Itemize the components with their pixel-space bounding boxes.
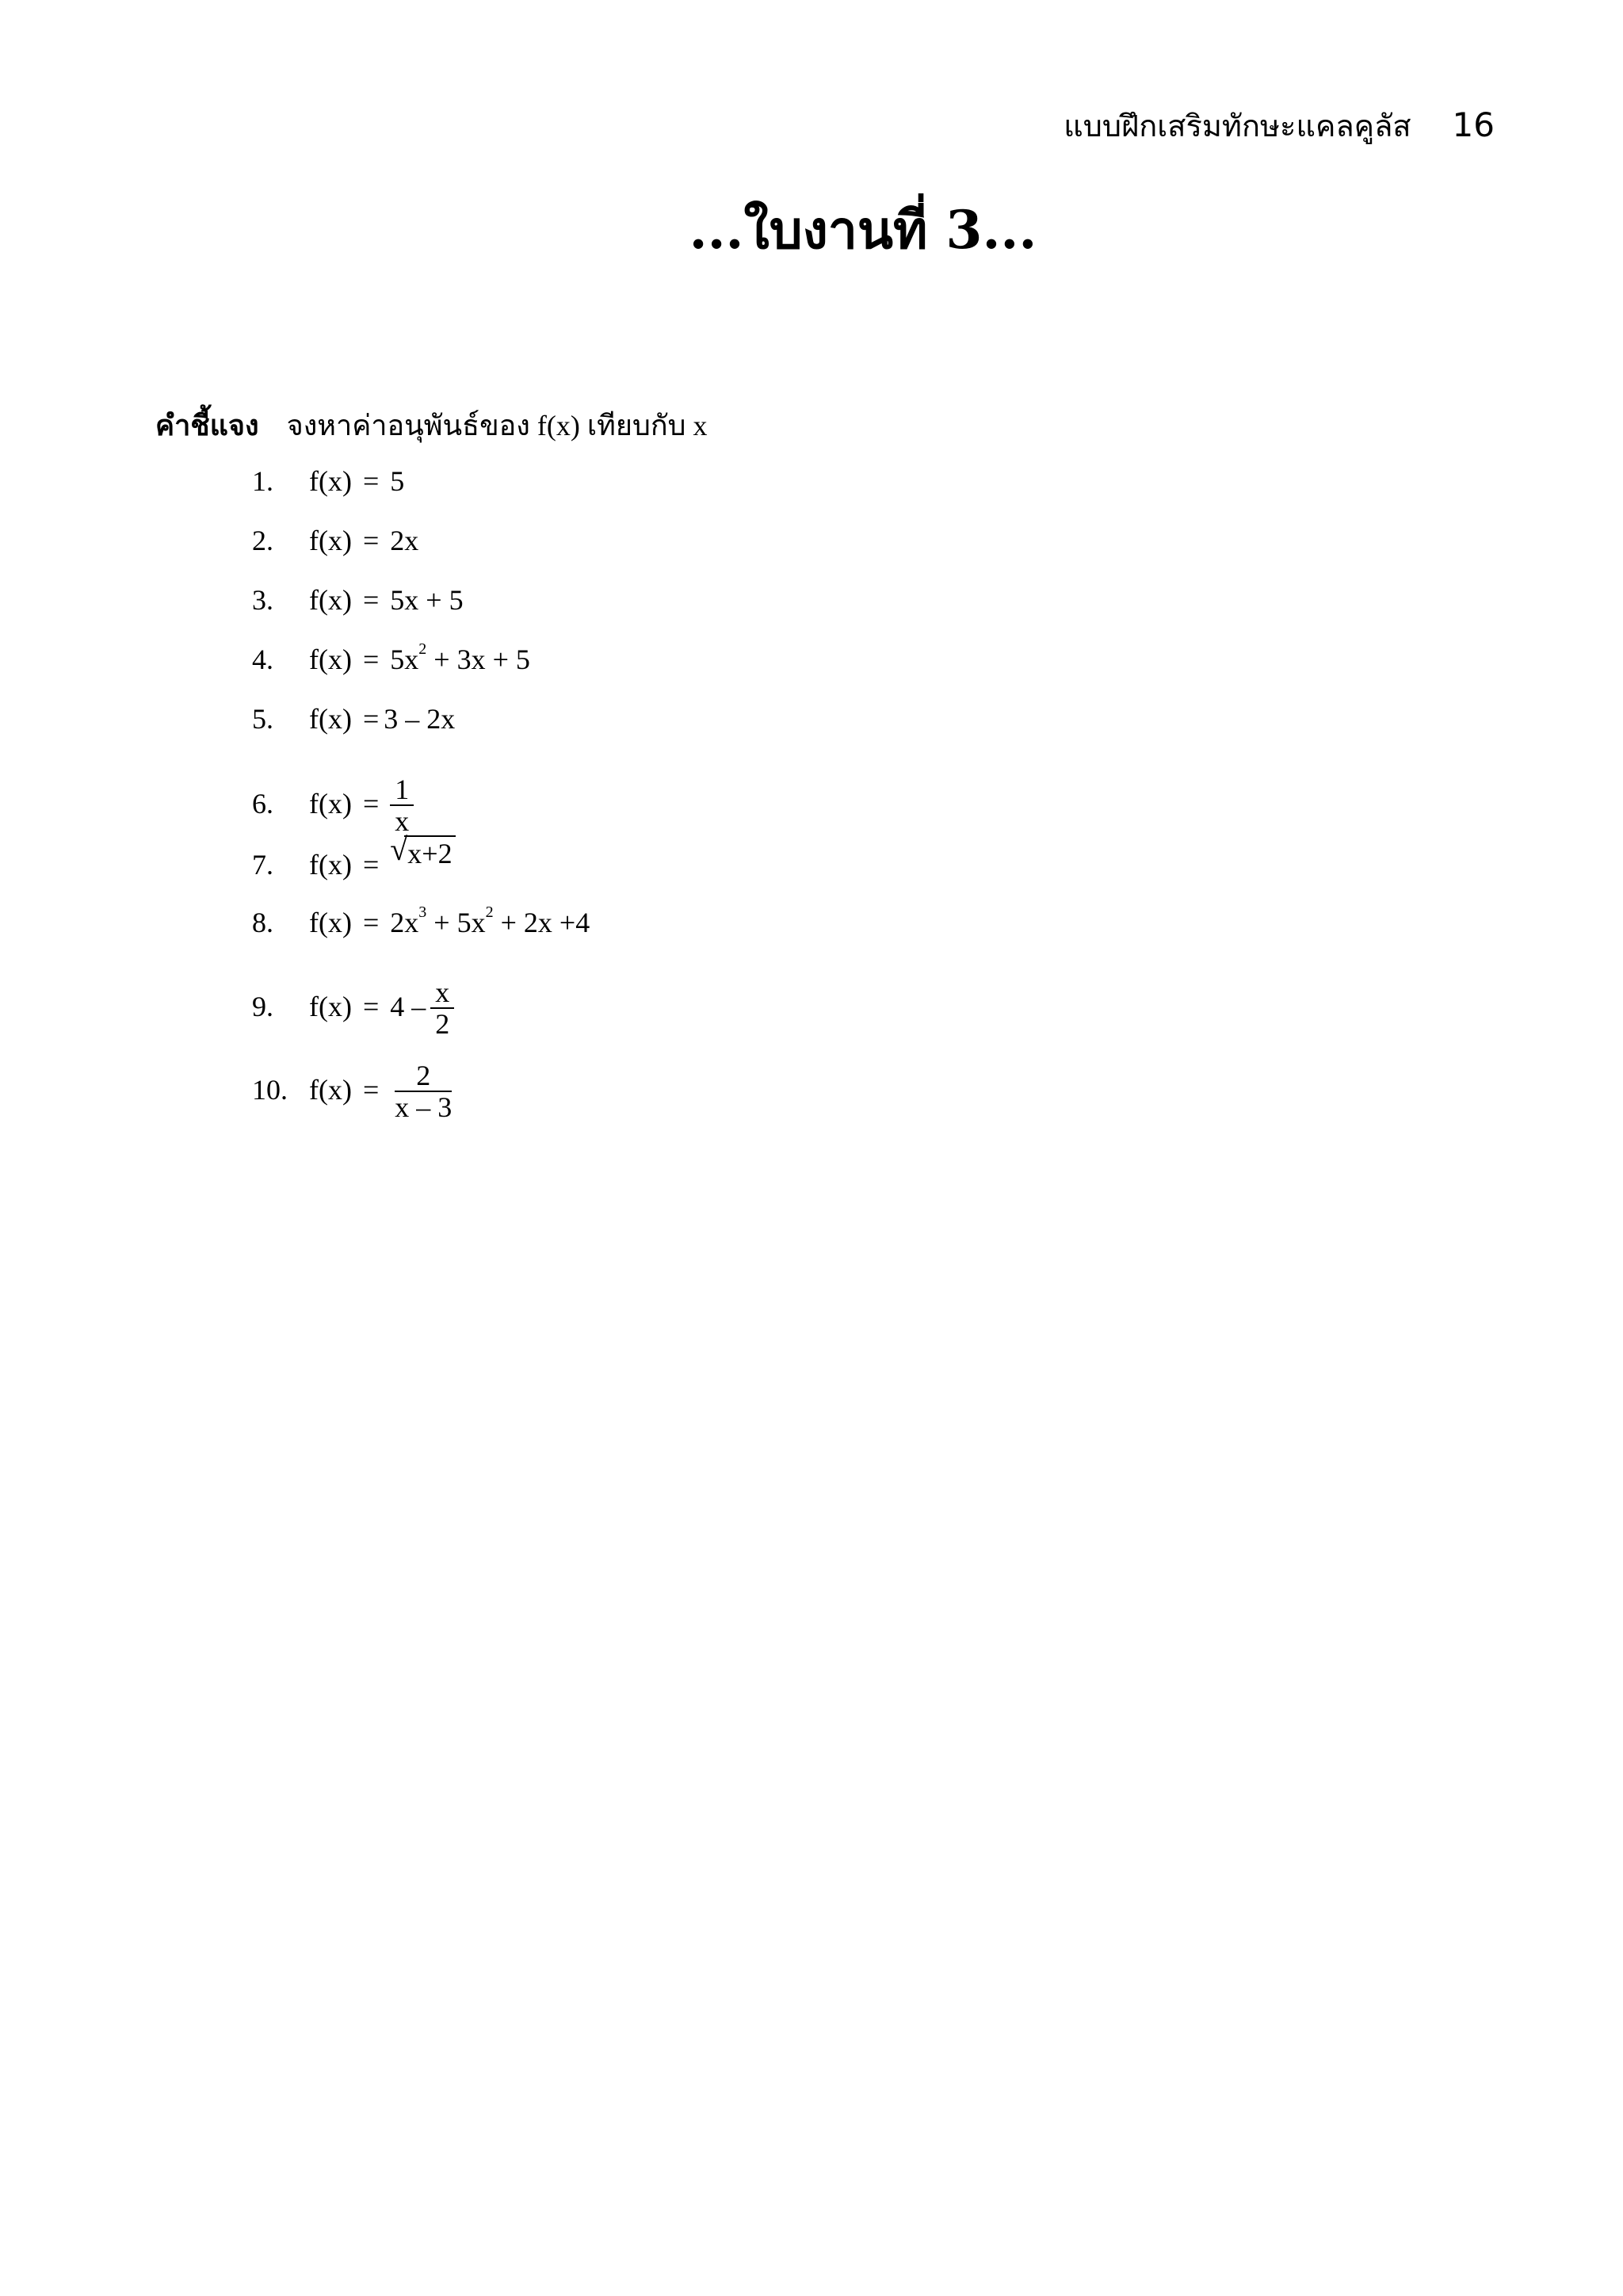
problem-number: 7.	[252, 849, 273, 881]
function-rhs	[390, 906, 590, 939]
instruction-text: จงหาค่าอนุพันธ์ของ f(x) เทียบกับ x	[286, 410, 708, 441]
term: 2x	[390, 907, 419, 938]
exponent: 2	[418, 640, 427, 658]
equals-sign: =	[362, 525, 380, 556]
term: + 3x + 5	[426, 644, 530, 675]
problem-number: 5.	[252, 703, 273, 735]
function-rhs: 2x	[390, 525, 419, 556]
instruction	[155, 403, 707, 448]
function-lhs: f(x)	[309, 1074, 352, 1106]
function-lhs: f(x)	[309, 525, 352, 556]
fraction	[430, 977, 454, 1039]
exponent: 3	[418, 904, 427, 921]
radical-icon: √	[390, 831, 408, 867]
numerator: x	[430, 977, 454, 1009]
function-rhs	[390, 640, 530, 676]
worksheet-title: ...ใบงานที่ 3...	[689, 199, 1037, 261]
problem-8	[252, 906, 590, 939]
function-lhs: f(x)	[309, 465, 352, 497]
problem-number: 2.	[252, 525, 273, 556]
function-rhs-prefix: 4 –	[390, 991, 426, 1022]
problem-number: 6.	[252, 788, 273, 819]
equals-sign: =	[362, 465, 380, 497]
header-title: แบบฝึกเสริมทักษะแคลคูลัส	[1064, 109, 1411, 143]
denominator: x	[395, 805, 410, 837]
instruction-label: คำชี้แจง	[155, 410, 259, 441]
function-lhs: f(x)	[309, 788, 352, 819]
term: + 5x	[426, 907, 486, 938]
function-rhs: 5x + 5	[390, 584, 464, 616]
equals-sign: =	[362, 991, 380, 1022]
equals-sign: =	[362, 644, 380, 675]
function-lhs: f(x)	[309, 584, 352, 616]
problem-number: 9.	[252, 991, 273, 1022]
problem-2	[252, 524, 418, 557]
radicand: x+2	[404, 835, 455, 870]
term: 5x	[390, 644, 419, 675]
numerator: 2	[395, 1060, 452, 1092]
fraction	[395, 1060, 452, 1122]
function-rhs: 3 – 2x	[384, 703, 456, 735]
function-lhs: f(x)	[309, 991, 352, 1022]
term: + 2x +4	[493, 907, 590, 938]
equals-sign: =	[362, 1074, 380, 1106]
equals-sign: =	[362, 907, 380, 938]
exponent: 2	[485, 904, 494, 921]
function-lhs: f(x)	[309, 703, 352, 735]
page-number: 16	[1452, 105, 1495, 144]
problem-3	[252, 583, 464, 617]
square-root	[390, 831, 455, 870]
problem-5	[252, 702, 455, 735]
equals-sign: =	[362, 584, 380, 616]
problem-10	[252, 1060, 453, 1137]
problem-number: 10.	[252, 1074, 288, 1106]
function-rhs: 5	[390, 465, 405, 497]
equals-sign: =	[362, 788, 380, 819]
page-header	[1064, 101, 1495, 150]
problem-number: 3.	[252, 584, 273, 616]
denominator: 2	[435, 1008, 450, 1040]
problem-9	[252, 976, 454, 1053]
function-lhs: f(x)	[309, 907, 352, 938]
function-lhs: f(x)	[309, 849, 352, 881]
numerator: 1	[390, 774, 414, 806]
denominator: x – 3	[395, 1091, 453, 1123]
problem-number: 1.	[252, 465, 273, 497]
fraction	[390, 774, 414, 836]
equals-sign: =	[362, 703, 380, 735]
problem-1	[252, 464, 404, 498]
problem-4	[252, 640, 530, 676]
equals-sign: =	[362, 849, 380, 881]
problem-number: 8.	[252, 907, 273, 938]
problem-number: 4.	[252, 644, 273, 675]
function-lhs: f(x)	[309, 644, 352, 675]
problem-7	[252, 831, 456, 881]
